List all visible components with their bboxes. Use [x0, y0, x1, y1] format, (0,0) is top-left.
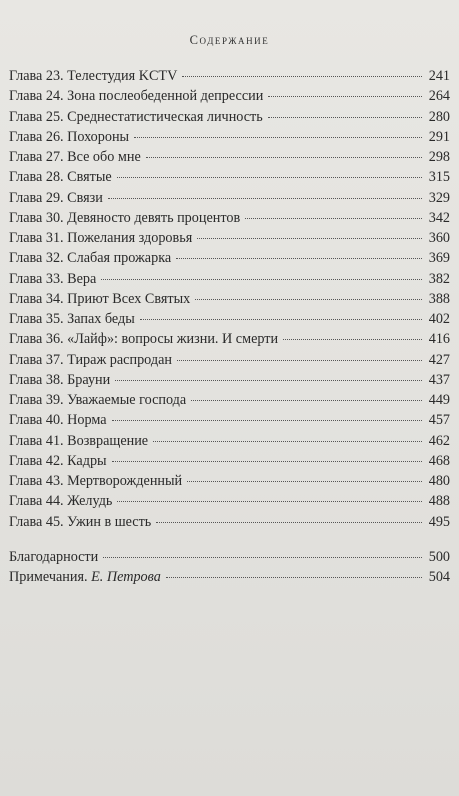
chapter-entry — [9, 248, 450, 268]
chapter-entry — [9, 309, 450, 329]
chapter-page-number: 329 — [428, 189, 450, 206]
dot-leader — [197, 238, 422, 239]
chapter-title — [9, 66, 177, 86]
chapter-title-text: Глава 45. Ужин в шесть — [9, 513, 152, 530]
chapter-title — [9, 208, 240, 228]
chapter-list — [9, 66, 450, 532]
chapter-page-number: 462 — [428, 432, 450, 449]
back-matter-title — [9, 567, 161, 587]
chapter-title-text: Глава 33. Вера — [9, 270, 97, 287]
chapter-title — [9, 127, 129, 147]
chapter-title — [9, 471, 182, 491]
dot-leader — [245, 218, 422, 219]
chapter-title-text: Глава 36. «Лайф»: вопросы жизни. И смерти — [9, 331, 279, 348]
dot-leader — [176, 258, 422, 259]
dot-leader — [195, 299, 422, 300]
chapter-page-number: 402 — [428, 311, 450, 327]
chapter-page-number: 280 — [428, 108, 450, 125]
dot-leader — [112, 461, 422, 462]
chapter-title — [9, 370, 110, 390]
chapter-entry — [9, 350, 450, 370]
back-matter-entry — [9, 567, 450, 587]
chapter-entry — [9, 66, 450, 86]
chapter-title — [9, 390, 186, 410]
chapter-title-text: Глава 23. Телестудия KCTV — [9, 68, 178, 84]
chapter-title-text: Глава 41. Возвращение — [9, 432, 149, 449]
dot-leader — [112, 420, 422, 421]
chapter-page-number: 360 — [428, 230, 450, 246]
dot-leader — [140, 319, 422, 320]
chapter-page-number: 488 — [428, 493, 450, 510]
dot-leader — [268, 117, 422, 118]
chapter-entry — [9, 329, 450, 349]
chapter-title-text: Глава 44. Желудь — [9, 493, 113, 510]
chapter-title — [9, 167, 112, 187]
chapter-title — [9, 451, 107, 471]
chapter-title — [9, 329, 278, 349]
chapter-title — [9, 228, 192, 248]
dot-leader — [117, 501, 422, 502]
chapter-title — [9, 289, 190, 309]
chapter-title-text: Глава 31. Пожелания здоровья — [9, 230, 193, 246]
chapter-entry — [9, 410, 450, 430]
chapter-page-number: 495 — [428, 513, 450, 530]
back-matter-page-number: 500 — [428, 548, 450, 565]
chapter-page-number: 416 — [428, 331, 450, 348]
dot-leader — [182, 76, 422, 77]
dot-leader — [268, 96, 422, 97]
dot-leader — [146, 157, 422, 158]
chapter-entry — [9, 431, 450, 451]
dot-leader — [166, 577, 422, 578]
chapter-entry — [9, 107, 450, 127]
back-matter-title-text: Примечания. — [9, 569, 92, 585]
chapter-entry — [9, 491, 450, 511]
chapter-title-text: Глава 26. Похороны — [9, 128, 130, 145]
table-of-contents — [9, 66, 450, 587]
page-title: Содержание — [189, 33, 270, 47]
chapter-title — [9, 269, 96, 289]
dot-leader — [187, 481, 422, 482]
chapter-title-text: Глава 34. Приют Всех Святых — [9, 290, 191, 307]
chapter-title-text: Глава 29. Связи — [9, 189, 103, 206]
chapter-page-number: 369 — [428, 250, 450, 267]
chapter-page-number: 437 — [428, 371, 450, 388]
dot-leader — [117, 177, 422, 178]
chapter-title-text: Глава 35. Запах беды — [9, 311, 135, 327]
back-matter-list — [9, 547, 450, 588]
chapter-entry — [9, 269, 450, 289]
chapter-entry — [9, 167, 450, 187]
chapter-page-number: 457 — [428, 412, 450, 429]
chapter-page-number: 315 — [428, 169, 450, 186]
chapter-entry — [9, 147, 450, 167]
chapter-title-text: Глава 43. Мертворожденный — [9, 473, 183, 489]
dot-leader — [101, 279, 422, 280]
section-gap — [9, 532, 450, 547]
chapter-title — [9, 147, 141, 167]
back-matter-page-number: 504 — [428, 569, 450, 585]
chapter-entry — [9, 471, 450, 491]
chapter-title — [9, 491, 112, 511]
chapter-title — [9, 188, 103, 208]
back-matter-entry — [9, 547, 450, 567]
dot-leader — [134, 137, 422, 138]
chapter-entry — [9, 512, 450, 532]
dot-leader — [115, 380, 422, 381]
chapter-page-number: 480 — [428, 473, 450, 489]
chapter-title — [9, 410, 107, 430]
chapter-page-number: 427 — [428, 351, 450, 368]
chapter-title — [9, 512, 151, 532]
chapter-title — [9, 86, 263, 106]
chapter-title-text: Глава 30. Девяносто девять процентов — [9, 209, 241, 226]
dot-leader — [108, 198, 422, 199]
back-matter-title — [9, 547, 98, 567]
chapter-entry — [9, 228, 450, 248]
chapter-title — [9, 248, 171, 268]
chapter-title-text: Глава 28. Святые — [9, 169, 112, 186]
dot-leader — [177, 360, 422, 361]
chapter-title-text: Глава 39. Уважаемые господа — [9, 392, 187, 408]
chapter-title — [9, 309, 135, 329]
chapter-page-number: 388 — [428, 290, 450, 307]
chapter-page-number: 468 — [428, 452, 450, 469]
chapter-entry — [9, 208, 450, 228]
chapter-title-text: Глава 38. Брауни — [9, 371, 111, 388]
chapter-entry — [9, 127, 450, 147]
chapter-title-text: Глава 32. Слабая прожарка — [9, 250, 172, 267]
chapter-title — [9, 350, 172, 370]
chapter-entry — [9, 390, 450, 410]
chapter-page-number: 298 — [428, 149, 450, 165]
back-matter-title-text: Благодарности — [9, 548, 99, 565]
chapter-title-text: Глава 40. Норма — [9, 412, 107, 429]
chapter-page-number: 264 — [428, 88, 450, 105]
dot-leader — [283, 339, 422, 340]
dot-leader — [103, 557, 422, 558]
chapter-title-text: Глава 42. Кадры — [9, 452, 107, 469]
dot-leader — [156, 522, 422, 523]
chapter-page-number: 342 — [428, 209, 450, 226]
chapter-entry — [9, 370, 450, 390]
chapter-entry — [9, 289, 450, 309]
chapter-entry — [9, 451, 450, 471]
chapter-entry — [9, 188, 450, 208]
dot-leader — [153, 441, 422, 442]
chapter-title-text: Глава 25. Среднестатистическая личность — [9, 108, 263, 125]
chapter-page-number: 291 — [428, 128, 450, 145]
chapter-page-number: 449 — [428, 392, 450, 408]
chapter-title — [9, 431, 148, 451]
chapter-title-text: Глава 37. Тираж распродан — [9, 351, 172, 368]
chapter-entry — [9, 86, 450, 106]
dot-leader — [191, 400, 422, 401]
chapter-page-number: 382 — [428, 270, 450, 287]
back-matter-author: Е. Петрова — [91, 569, 161, 585]
chapter-page-number: 241 — [428, 68, 450, 84]
chapter-title-text: Глава 27. Все обо мне — [9, 149, 141, 165]
chapter-title — [9, 107, 263, 127]
chapter-title-text: Глава 24. Зона послеобеденной депрессии — [9, 88, 264, 105]
